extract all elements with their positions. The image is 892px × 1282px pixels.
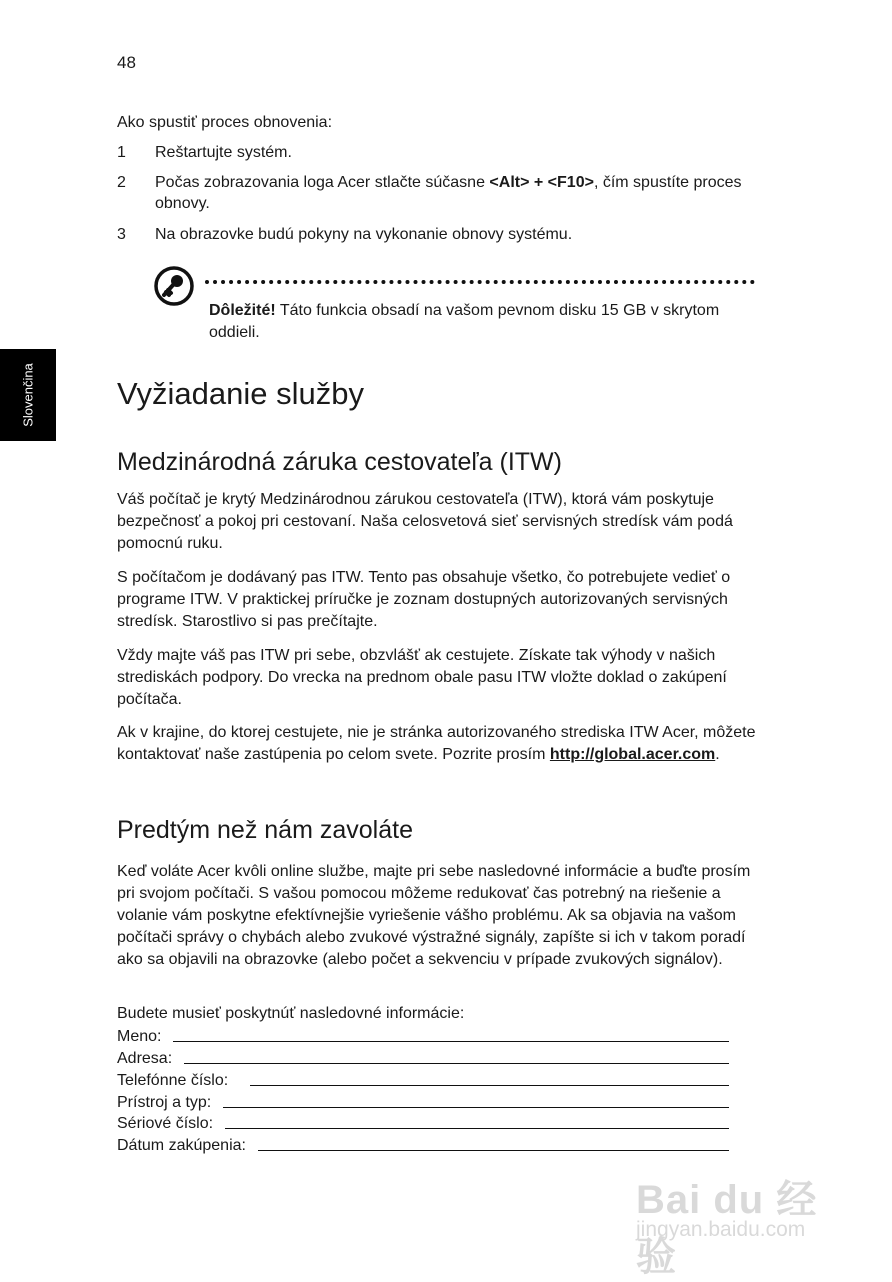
acer-global-link[interactable]: http://global.acer.com <box>549 746 716 763</box>
form-label: Dátum zakúpenia: <box>117 1137 246 1154</box>
device-line <box>223 1107 729 1108</box>
itw-paragraph-4 <box>117 722 757 766</box>
step-text-b: , čím spustíte proces obnovy. <box>155 174 742 212</box>
language-label: Slovenčina <box>20 363 36 427</box>
form-label: Sériové číslo: <box>117 1115 214 1132</box>
itw-paragraph-4-text: Ak v krajine, do ktorej cestujete, nie je stránka autorizovaného strediska ITW Acer, môžete kontaktovať naše zastúpenia po celom svete. Pozrite prosím <box>117 724 756 763</box>
form-row-serial <box>117 1111 729 1133</box>
step-text: Na obrazovke budú pokyny na vykonanie obnovy systému. <box>155 226 573 243</box>
important-label: Dôležité! <box>209 302 276 319</box>
itw-paragraph-1: Váš počítač je krytý Medzinárodnou zárukou cestovateľa (ITW), ktorá vám poskytuje bezpečnosť a pokoj pri cestovaní. Naša celosvetová sieť servisných stredísk vám podá pomocnú ruku. <box>117 491 733 552</box>
watermark-url: jingyan.baidu.com <box>636 1218 806 1241</box>
form-row-phone <box>117 1068 729 1090</box>
itw-paragraph-2: S počítačom je dodávaný pas ITW. Tento pas obsahuje všetko, čo potrebujete vedieť o programe ITW. V praktickej príručke je zoznam dostupných autorizovaných servisných stredísk. Starostlivo si pas prečítajte. <box>117 569 731 630</box>
itw-heading: Medzinárodná záruka cestovateľa (ITW) <box>117 448 562 476</box>
important-key-icon <box>153 265 195 307</box>
step-text-a: Počas zobrazovania loga Acer stlačte súčasne <box>155 174 490 191</box>
baidu-watermark <box>636 1148 846 1279</box>
language-side-tab <box>0 349 56 441</box>
form-label: Adresa: <box>117 1050 173 1067</box>
serial-line <box>225 1128 729 1129</box>
form-label: Prístroj a typ: <box>117 1094 212 1111</box>
key-combo: <Alt> + <F10> <box>489 174 594 191</box>
form-row-device <box>117 1090 729 1112</box>
step-text: Reštartujte systém. <box>155 144 292 161</box>
step-text <box>155 172 757 214</box>
important-note <box>209 300 729 344</box>
itw-paragraph-4-end: . <box>715 746 720 763</box>
form-row-name <box>117 1024 729 1046</box>
important-text: Táto funkcia obsadí na vašom pevnom disku 15 GB v skrytom oddieli. <box>209 302 720 341</box>
form-label: Telefónne číslo: <box>117 1072 229 1089</box>
watermark-logo-text: Bai du 经验 <box>636 1178 818 1279</box>
form-row-address <box>117 1046 729 1068</box>
step-number: 1 <box>117 144 126 161</box>
address-line <box>184 1063 729 1064</box>
step-number: 3 <box>117 226 126 243</box>
section-title: Vyžiadanie služby <box>117 376 364 411</box>
form-label: Meno: <box>117 1028 162 1045</box>
step-3 <box>117 224 757 245</box>
important-divider <box>205 280 755 284</box>
step-number: 2 <box>117 174 126 191</box>
recovery-intro: Ako spustiť proces obnovenia: <box>117 114 333 131</box>
form-intro: Budete musieť poskytnúť nasledovné informácie: <box>117 1005 465 1022</box>
phone-line <box>250 1085 729 1086</box>
step-1 <box>117 142 757 163</box>
page-number: 48 <box>117 53 136 72</box>
step-2 <box>117 172 757 214</box>
itw-paragraph-3: Vždy majte váš pas ITW pri sebe, obzvlášť ak cestujete. Získate tak výhody v našich strediskách podpory. Do vrecka na prednom obale pasu ITW vložte doklad o zakúpení počítača. <box>117 647 727 708</box>
name-line <box>173 1041 729 1042</box>
before-call-heading: Predtým než nám zavoláte <box>117 816 413 844</box>
before-call-paragraph: Keď voláte Acer kvôli online službe, majte pri sebe nasledovné informácie a buďte prosím pri svojom počítači. S vašou pomocou môžeme redukovať čas potrebný na riešenie a volanie vám poskytne efektívnejšie vyriešenie vášho problému. Ak sa objavia na vašom počítači správy o chybách alebo zvukové výstražné signály, zapíšte si ich v takom poradí ako sa objavili na obrazovke (alebo počet a sekvenciu v prípade zvukových signálov). <box>117 863 751 968</box>
